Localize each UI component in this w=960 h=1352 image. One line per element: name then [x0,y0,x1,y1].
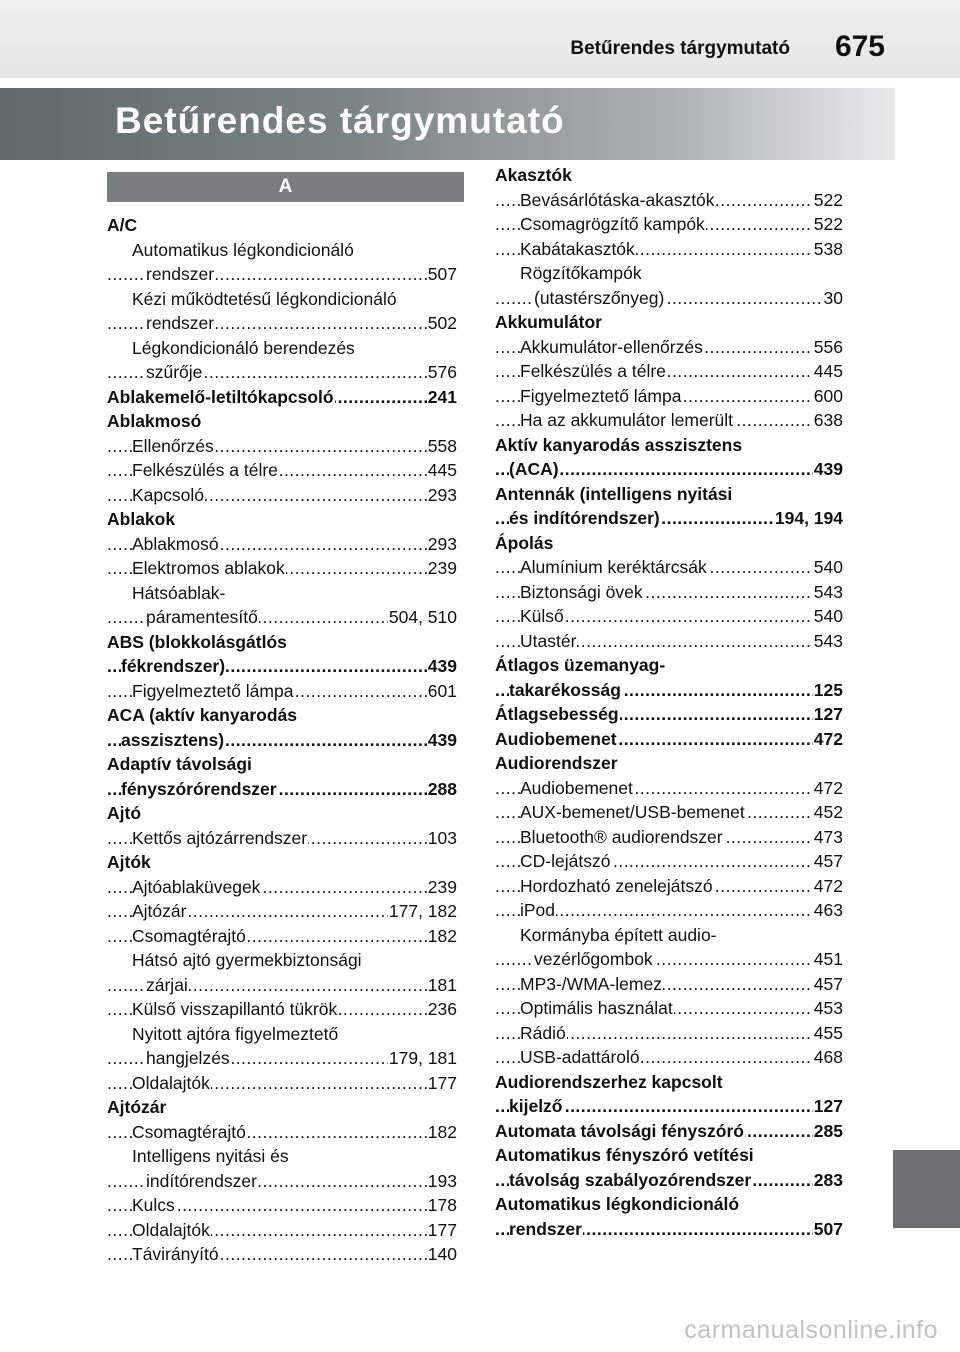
index-entry-term: Akkumulátor-ellenőrzés [520,336,703,357]
index-entry-term: vezérlőgombok [534,949,653,969]
index-entry-term: rendszer [146,313,215,333]
index-entry [495,286,843,311]
index-heading [495,1070,843,1095]
index-entry [107,360,457,385]
index-entry-term: AUX-bemenet/USB-bemenet [520,802,745,822]
index-entry [495,1168,843,1193]
index-entry-term: rendszer [509,1218,582,1239]
index-entry-term: Audiobemenet [495,728,617,749]
index-entry-page: 472 [813,874,843,899]
index-entry-term: hangjelzés [146,1048,230,1068]
index-heading [107,581,457,606]
index-entry [495,1045,843,1070]
index-entry-term: Ajtózár [107,1097,167,1117]
index-entry-page: 293 [427,532,457,557]
index-entry-page: 457 [813,972,843,997]
index-entry-page: 103 [427,826,457,851]
index-entry-term: Légkondicionáló berendezés [132,337,355,358]
index-entry [107,997,457,1022]
index-entry-term: A/C [107,215,138,235]
index-heading [107,1095,457,1120]
index-title: Betűrendes tárgymutató [115,100,565,141]
index-entry-term: indítórendszer [146,1170,257,1191]
index-entry [107,262,457,287]
watermark: carmanualsonline.info [684,1316,938,1344]
index-entry-term: Hátsóablak- [132,582,226,603]
index-entry [495,506,843,531]
index-entry-term: Külső visszapillantó tükrök [132,999,338,1019]
index-heading [495,261,843,286]
index-entry-page: 178 [427,1193,457,1218]
index-entry-page: 538 [813,237,843,262]
index-heading [107,1144,457,1169]
index-entry [107,1193,457,1218]
index-entry-term: Ajtóablaküvegek [132,876,261,897]
index-heading [107,409,457,434]
index-entry [495,996,843,1021]
index-entry-term: Adaptív távolsági [107,754,252,774]
index-heading [107,213,457,238]
index-entry [495,1119,843,1144]
index-entry-term: Felkészülés a télre [520,361,666,381]
index-heading [495,653,843,678]
index-entry [495,702,843,727]
index-entry [495,384,843,409]
index-entry-page: 177, 182 [388,899,457,924]
index-entry [107,1120,457,1145]
index-entry-page: 507 [813,1217,843,1242]
index-entry-term: Nyitott ajtóra figyelmeztető [132,1023,339,1044]
index-entry-page: 601 [427,679,457,704]
index-entry-page: 576 [427,360,457,385]
index-entry-term: Ellenőrzés [132,435,214,456]
index-entry [107,777,457,802]
index-entry-page: 457 [813,849,843,874]
index-column-right [495,163,843,1241]
index-entry-page: 472 [813,727,843,752]
index-entry [107,875,457,900]
index-entry-term: Hátsó ajtó gyermekbiztonsági [132,950,362,970]
index-entry-term: Automatikus légkondicionáló [495,1194,740,1214]
index-entry [107,1169,457,1194]
index-entry [107,924,457,949]
index-entry-page: 522 [813,212,843,237]
index-column-left [107,213,457,1267]
index-heading [495,163,843,188]
index-entry-term: Figyelmeztető lámpa [132,680,294,701]
index-heading [495,433,843,458]
page-header-bar [0,0,960,78]
index-entry-term: Oldalajtók [132,1072,210,1093]
index-entry-page: 181 [427,973,457,998]
index-heading [107,948,457,973]
index-entry-term: Átlagos üzemanyag- [495,655,666,675]
index-entry [495,678,843,703]
index-heading [107,287,457,312]
index-heading [107,630,457,655]
index-entry-term: Biztonsági övek [520,581,643,602]
index-entry-term: Rádió [520,1022,566,1043]
index-entry-term: Aktív kanyarodás asszisztens [495,434,743,455]
index-entry [107,1071,457,1096]
index-entry-page: 468 [813,1045,843,1070]
index-entry-page: 439 [427,654,457,679]
index-entry-page: 455 [813,1021,843,1046]
index-entry [107,605,457,630]
index-entry-page: 193 [427,1169,457,1194]
index-heading [107,703,457,728]
index-entry [495,408,843,433]
index-entry-page: 293 [427,483,457,508]
index-entry [495,1021,843,1046]
index-entry-page: 283 [813,1168,843,1193]
index-entry-page: 179, 181 [388,1046,457,1071]
index-entry-term: Figyelmeztető lámpa [520,385,682,406]
index-entry [495,874,843,899]
page-number: 675 [834,30,885,63]
index-entry [107,654,457,679]
index-entry-term: Rögzítőkampók [520,263,642,283]
index-entry [107,385,457,410]
index-entry [107,311,457,336]
index-entry-page: 463 [813,898,843,923]
index-entry [107,1218,457,1243]
index-entry [107,899,457,924]
index-entry-term: és indítórendszer) [509,508,660,528]
index-entry-page: 177 [427,1071,457,1096]
index-heading [107,238,457,263]
index-entry-term: Oldalajtók [132,1219,210,1240]
index-entry-term: Ablakmosó [107,411,202,431]
index-entry-term: rendszer [146,264,215,284]
index-entry-page: 638 [813,408,843,433]
index-heading [495,1143,843,1168]
index-entry-page: 239 [427,556,457,581]
index-entry-page: 543 [813,580,843,605]
index-entry-term: Audiorendszerhez kapcsolt [495,1071,723,1092]
index-entry-page: 540 [813,604,843,629]
index-entry-term: Csomagrögzítő kampók [520,214,705,234]
index-heading [107,801,457,826]
index-heading [495,751,843,776]
index-entry-page: 600 [813,384,843,409]
index-entry [495,335,843,360]
letter-section-header: A [107,172,464,202]
index-entry-term: Automatikus fényszóró vetítési [495,1145,754,1165]
index-entry [495,188,843,213]
index-entry-page: 439 [427,728,457,753]
index-entry [495,947,843,972]
index-entry [495,212,843,237]
index-heading [495,923,843,948]
index-entry-term: Ajtózár [132,901,187,921]
index-entry-page: 558 [427,434,457,459]
index-entry-page: 182 [427,924,457,949]
index-entry-page: 140 [427,1242,457,1267]
index-entry [495,972,843,997]
index-entry-term: Ápolás [495,532,554,553]
index-entry [107,826,457,851]
index-entry [107,483,457,508]
index-entry-page: 522 [813,188,843,213]
index-entry-page: 241 [427,385,457,410]
index-entry-term: Ajtó [107,803,142,823]
index-entry-page: 194, 194 [774,506,843,531]
index-entry [495,555,843,580]
index-entry-term: Akasztók [495,165,572,185]
index-entry-page: 556 [813,335,843,360]
index-entry-term: Kettős ajtózárrendszer [132,827,308,848]
index-entry-term: Külső [520,606,564,626]
index-entry [495,1094,843,1119]
index-entry [107,973,457,998]
index-heading [495,482,843,507]
running-title: Betűrendes tárgymutató [570,38,790,59]
index-entry-page: 127 [813,702,843,727]
index-entry [495,580,843,605]
index-heading [107,507,457,532]
index-entry-page: 177 [427,1218,457,1243]
index-entry-term: Hordozható zenelejátszó [520,875,713,896]
index-entry-page: 507 [427,262,457,287]
index-entry [107,532,457,557]
index-heading [107,1022,457,1047]
index-entry-term: Ha az akkumulátor lemerült [520,410,733,430]
index-entry [107,679,457,704]
index-heading [107,850,457,875]
index-entry-term: Utastér [520,630,577,651]
thumb-index-tab [893,1150,960,1228]
index-entry-term: Kulcs [132,1195,175,1215]
index-entry-term: Kabátakasztók [520,238,635,259]
index-entry [107,1242,457,1267]
index-entry-page: 452 [813,800,843,825]
index-entry-term: Elektromos ablakok [132,558,285,578]
index-entry-term: (utastérszőnyeg) [534,287,665,308]
index-entry-page: 285 [813,1119,843,1144]
index-entry-page: 473 [813,825,843,850]
index-entry-page: 445 [813,359,843,384]
index-entry-term: Kézi működtetésű légkondicionáló [132,288,397,309]
index-entry-term: (ACA) [509,459,559,479]
index-entry-term: ACA (aktív kanyarodás [107,705,297,725]
index-entry-page: 239 [427,875,457,900]
index-entry-page: 30 [823,286,843,311]
index-entry [107,458,457,483]
index-entry-term: Felkészülés a télre [132,460,278,480]
index-entry-term: CD-lejátszó [520,851,611,871]
index-heading [107,752,457,777]
index-entry-term: Optimális használat [520,998,673,1018]
index-entry [495,1217,843,1242]
index-entry-term: Kormányba épített audio- [520,924,717,945]
index-entry [107,728,457,753]
index-entry-page: 543 [813,629,843,654]
index-heading [495,1192,843,1217]
index-entry [495,825,843,850]
index-entry-page: 182 [427,1120,457,1145]
index-entry-page: 125 [813,678,843,703]
index-entry-term: Ablakmosó [132,533,219,554]
index-entry-term: Kapcsoló [132,484,204,505]
index-heading [107,336,457,361]
index-entry-page: 445 [427,458,457,483]
index-entry-page: 504, 510 [388,605,457,630]
index-entry [495,457,843,482]
index-entry-page: 472 [813,776,843,801]
index-entry-term: kijelző [509,1096,563,1116]
index-entry-term: Csomagtérajtó [132,1121,246,1142]
index-entry [495,727,843,752]
index-entry [495,776,843,801]
index-entry [495,849,843,874]
index-entry-term: szűrője [146,362,203,382]
index-entry-term: Automatikus légkondicionáló [132,239,354,260]
index-entry [495,237,843,262]
index-entry-term: zárjai [146,974,188,995]
index-entry-term: Antennák (intelligens nyitási [495,483,733,504]
index-entry-term: asszisztens) [121,729,225,750]
index-entry [107,556,457,581]
index-entry-page: 127 [813,1094,843,1119]
index-entry [107,434,457,459]
index-entry [495,604,843,629]
index-entry [495,629,843,654]
index-entry-term: MP3-/WMA-lemez [520,973,662,994]
index-entry-term: Csomagtérajtó [132,925,246,946]
index-entry-term: Ajtók [107,852,151,872]
index-entry-term: takarékosság [509,679,621,700]
index-entry-term: iPod [520,900,556,920]
index-entry [495,898,843,923]
index-entry-term: Bevásárlótáska-akasztók [520,189,715,210]
index-entry [495,800,843,825]
index-heading [495,531,843,556]
index-entry-page: 451 [813,947,843,972]
index-entry-page: 236 [427,997,457,1022]
index-entry-term: Intelligens nyitási és [132,1146,289,1166]
index-entry-term: Audiorendszer [495,753,618,773]
index-entry-term: Átlagsebesség [495,704,619,724]
index-entry-term: Távirányító [132,1244,219,1264]
index-entry-term: Audiobemenet [520,777,633,798]
index-entry-term: ABS (blokkolásgátlós [107,631,287,652]
index-entry-term: Alumínium keréktárcsák [520,557,707,577]
index-entry-page: 502 [427,311,457,336]
index-entry-page: 288 [427,777,457,802]
index-entry-term: Automata távolsági fényszóró [495,1120,744,1141]
index-entry-term: Ablakemelő-letiltókapcsoló [107,386,334,407]
index-entry-page: 540 [813,555,843,580]
index-entry [107,1046,457,1071]
index-entry-term: USB-adattároló [520,1047,640,1067]
index-entry [495,359,843,384]
index-entry-term: Ablakok [107,509,176,529]
index-entry-term: páramentesítő [146,607,258,627]
index-entry-term: fényszórórendszer [121,778,277,799]
index-entry-page: 439 [813,457,843,482]
index-entry-term: távolság szabályozórendszer [509,1169,752,1190]
index-entry-term: fékrendszer) [121,656,226,676]
index-heading [495,310,843,335]
index-entry-term: Akkumulátor [495,312,602,332]
index-entry-page: 453 [813,996,843,1021]
index-entry-term: Bluetooth® audiorendszer [520,826,723,847]
